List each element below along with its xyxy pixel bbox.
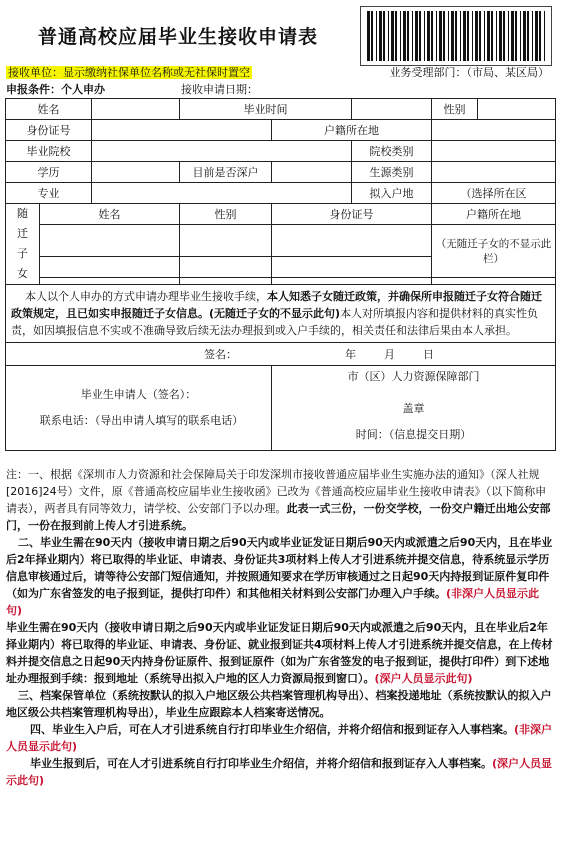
children-hint: （无随迁子女的不显示此栏） (432, 225, 556, 278)
applicant-signature-label: 毕业生申请人（签名）： (80, 388, 197, 401)
note-1-text: 注：一、根据《深圳市人力资源和社会保障局关于印发深圳市接收普通应届毕业生实施办法的通知》（深人社规[2016]24号）文件，原《普通高校应届毕业生接收函》已改为《普通高校应届毕业生接收申请表》（以下简称申请表），两者具有同等效力，请学校、公安部门予以办理。 (6, 468, 547, 515)
barcode-icon (361, 7, 551, 65)
student-type-label: 生源类别 (352, 162, 432, 183)
note-2a-red: (非深户人员显示此句) (6, 587, 540, 617)
grad-time-label: 毕业时间 (180, 99, 352, 120)
child-id-header: 身份证号 (272, 204, 432, 225)
month-label: 月 (384, 348, 395, 361)
applicant-cell (6, 366, 272, 451)
school-type-value[interactable] (432, 141, 556, 162)
form-title: 普通高校应届毕业生接收申请表 (38, 26, 319, 48)
statement-part4: 本人对所填报内容和提供材料的真实性负责，如因填报信息不实或不准确导致后续无法办理报到或入户手续的，相关责任和法律后果由本人承担。 (11, 307, 539, 337)
child-name-value-2[interactable] (40, 257, 180, 278)
school-label: 毕业院校 (6, 141, 92, 162)
name-value[interactable] (92, 99, 180, 120)
children-label-3: 子 (17, 247, 28, 260)
application-date-label: 接收申请日期： (181, 83, 258, 96)
child-name-value[interactable] (40, 225, 180, 257)
child-id-value-2[interactable] (272, 257, 432, 278)
note-2a (6, 534, 554, 619)
year-label: 年 (345, 348, 356, 361)
applicant-phone-label: 联系电话：（导出申请人填写的联系电话） (39, 414, 244, 427)
school-value[interactable] (92, 141, 352, 162)
children-label-4: 女 (17, 267, 28, 280)
day-label: 日 (423, 348, 434, 361)
in-sz-label: 目前是否深户 (180, 162, 272, 183)
signature-label: 签名： (204, 348, 237, 361)
note-3-text: 三、档案保管单位（系统按默认的拟入户地区级公共档案管理机构导出）、档案投递地址（系统按默认的拟入户地区级公共档案管理机构导出），毕业生应跟踪本人档案寄送情况。 (6, 689, 552, 719)
note-4a-text: 四、毕业生入户后，可在人才引进系统自行打印毕业生介绍信，并将介绍信和报到证存入人事档案。 (30, 723, 514, 736)
note-4a (6, 721, 554, 755)
note-4b (6, 755, 554, 789)
grad-time-value[interactable] (352, 99, 432, 120)
note-3 (6, 687, 554, 721)
seal-label: 盖章 (402, 402, 425, 415)
dept-label: 业务受理部门：（市局、某区局） (389, 66, 549, 79)
child-name-header: 姓名 (40, 204, 180, 225)
major-value[interactable] (92, 183, 352, 204)
child-gender-value-2[interactable] (180, 257, 272, 278)
children-side-label (6, 204, 40, 285)
intended-place-label: 拟入户地 (352, 183, 432, 204)
agency-cell (272, 366, 556, 451)
header-line (6, 64, 555, 80)
children-label-1: 随 (17, 207, 28, 220)
child-spacer-2 (180, 278, 272, 285)
child-spacer-1 (40, 278, 180, 285)
condition-line (6, 81, 258, 97)
hukou-label: 户籍所在地 (272, 120, 432, 141)
note-1 (6, 466, 554, 534)
barcode (360, 6, 552, 66)
child-spacer-3 (272, 278, 432, 285)
child-gender-header: 性别 (180, 204, 272, 225)
applicant-statement (6, 285, 556, 343)
child-spacer-4 (432, 278, 556, 285)
note-4b-red: (深户人员显示此句) (6, 757, 553, 787)
agency-label: 市（区）人力资源保障部门 (347, 370, 480, 383)
in-sz-value[interactable] (272, 162, 352, 183)
statement-part3: (无随迁子女的不显示此句) (209, 307, 341, 320)
note-2a-text: 二、毕业生需在90天内（接收申请日期之后90天内或毕业证发证日期后90天内或派遣之后90天内，且在毕业后2年择业期内）将已取得的毕业证、申请表、身份证共3项材料上传人才引进系统并提交信息，待系统显示学历信息审核通过后，请等待公安部门短信通知，并按照通知要求在学历审核通过之日起90天内持报到证原件复印件（如为广东省签发的电子报到证，提供打印件）和其他相关材料到公安部门办理入户手续。 (6, 536, 553, 600)
signature-row (6, 343, 556, 366)
receiving-unit-label: 接收单位：显示缴纳社保单位名称或无社保时置空 (8, 66, 250, 79)
student-type-value[interactable] (432, 162, 556, 183)
child-id-value[interactable] (272, 225, 432, 257)
note-1-bold: 此表一式三份，一份交学校，一份交户籍迁出地公安部门，一份在报到前上传人才引进系统。 (6, 502, 551, 532)
statement-part2: 本人知悉子女随迁政策，并确保所申报随迁子女符合随迁政策规定，且已如实申报随迁子女信息。 (11, 290, 542, 320)
id-value[interactable] (92, 120, 272, 141)
note-2b-red: (深户人员显示此句) (374, 672, 473, 685)
school-type-label: 院校类别 (352, 141, 432, 162)
id-label: 身份证号 (6, 120, 92, 141)
gender-label: 性别 (432, 99, 478, 120)
children-label-2: 迁 (17, 227, 28, 240)
submit-time-label: 时间：（信息提交日期） (355, 428, 472, 441)
note-2b (6, 619, 554, 687)
note-4b-text: 毕业生报到后，可在人才引进系统自行打印毕业生介绍信，并将介绍信和报到证存入人事档案。 (30, 757, 492, 770)
name-label: 姓名 (6, 99, 92, 120)
statement-part1: 本人以个人申办的方式申请办理毕业生接收手续， (25, 290, 267, 303)
condition-label: 申报条件：个人申办 (6, 83, 105, 96)
edu-value[interactable] (92, 162, 180, 183)
note-2b-text: 毕业生需在90天内（接收申请日期之后90天内或毕业证发证日期后90天内或派遣之后90天内，且在毕业后2年择业期内）将已取得的毕业证、申请表、身份证、就业报到证共4项材料上传人才引进系统并提交信息，在上传材料并提交信息之日起90天内持身份证原件、报到证原件（如为广东省签发的电子报到证，提供打印件）到下述地址办理报到手续：报到地址（系统导出拟入户地的区人力资源局报到窗口）。 (6, 621, 553, 685)
hukou-value[interactable] (432, 120, 556, 141)
child-gender-value[interactable] (180, 225, 272, 257)
notes-section (6, 466, 554, 789)
note-4a-red: (非深户人员显示此句) (6, 723, 553, 753)
intended-place-hint: （选择所在区 (432, 183, 556, 204)
gender-value[interactable] (478, 99, 556, 120)
child-hukou-header: 户籍所在地 (432, 204, 556, 225)
major-label: 专业 (6, 183, 92, 204)
application-form-table (5, 98, 556, 451)
edu-label: 学历 (6, 162, 92, 183)
